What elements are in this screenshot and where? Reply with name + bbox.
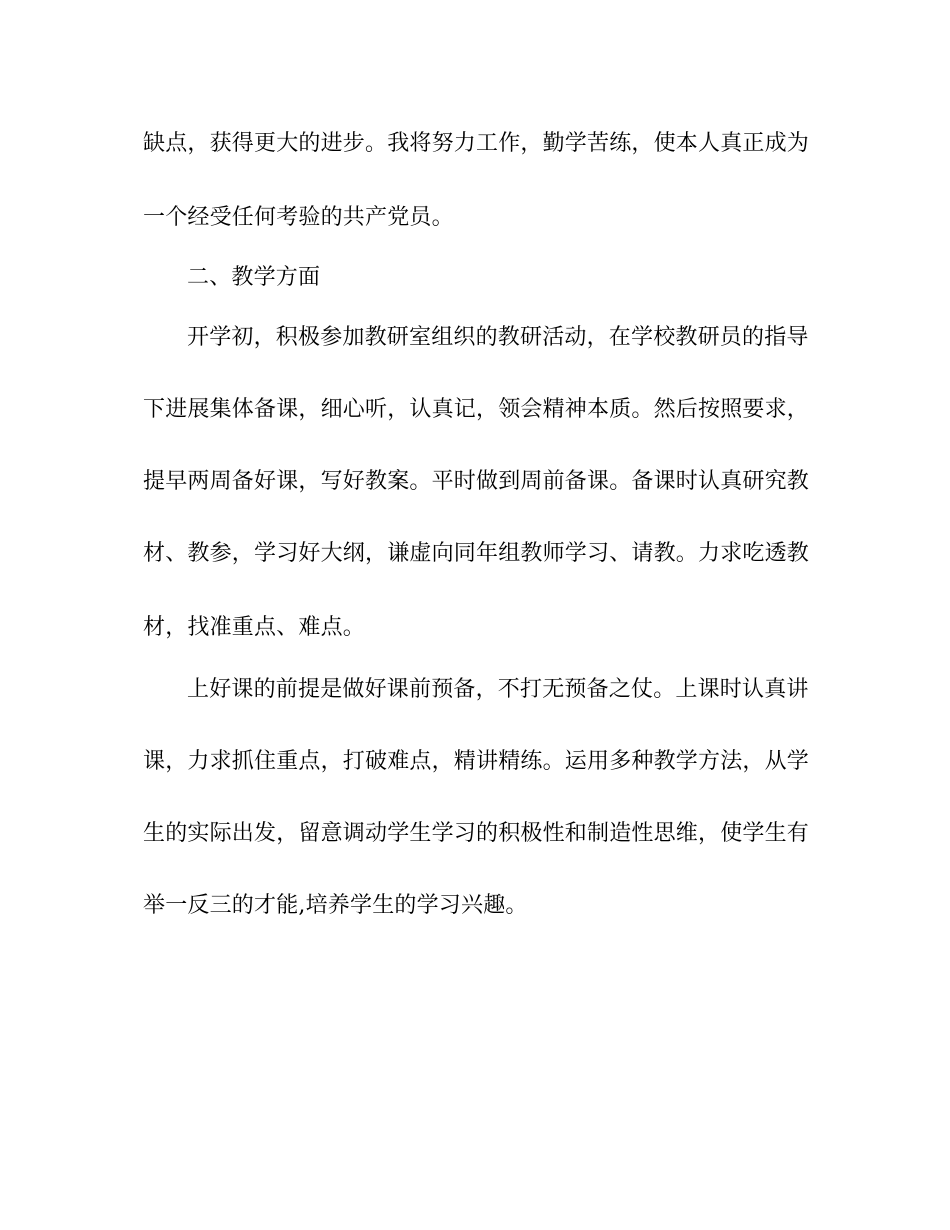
paragraph-line: 上好课的前提是做好课前预备，不打无预备之仗。上课时认真讲	[187, 677, 809, 702]
paragraph-line: 课，力求抓住重点，打破难点，精讲精练。运用多种教学方法，从学	[143, 749, 810, 774]
paragraph-line: 一个经受任何考验的共产党员。	[143, 205, 454, 230]
paragraph-line: 材、教参，学习好大纲，谦虚向同年组教师学习、请教。力求吃透教	[143, 541, 810, 566]
paragraph-line: 提早两周备好课，写好教案。平时做到周前备课。备课时认真研究教	[143, 469, 810, 494]
paragraph-line: 开学初，积极参加教研室组织的教研活动，在学校教研员的指导	[187, 325, 809, 350]
paragraph-line: 举一反三的才能,培养学生的学习兴趣。	[143, 893, 528, 918]
paragraph-line: 材，找准重点、难点。	[143, 615, 366, 640]
paragraph-line: 生的实际出发，留意调动学生学习的积极性和制造性思维，使学生有	[143, 821, 810, 846]
section-heading: 二、教学方面	[187, 265, 321, 290]
paragraph-line: 缺点，获得更大的进步。我将努力工作，勤学苦练，使本人真正成为	[143, 131, 810, 156]
paragraph-line: 下进展集体备课，细心听，认真记，领会精神本质。然后按照要求，	[143, 397, 810, 422]
